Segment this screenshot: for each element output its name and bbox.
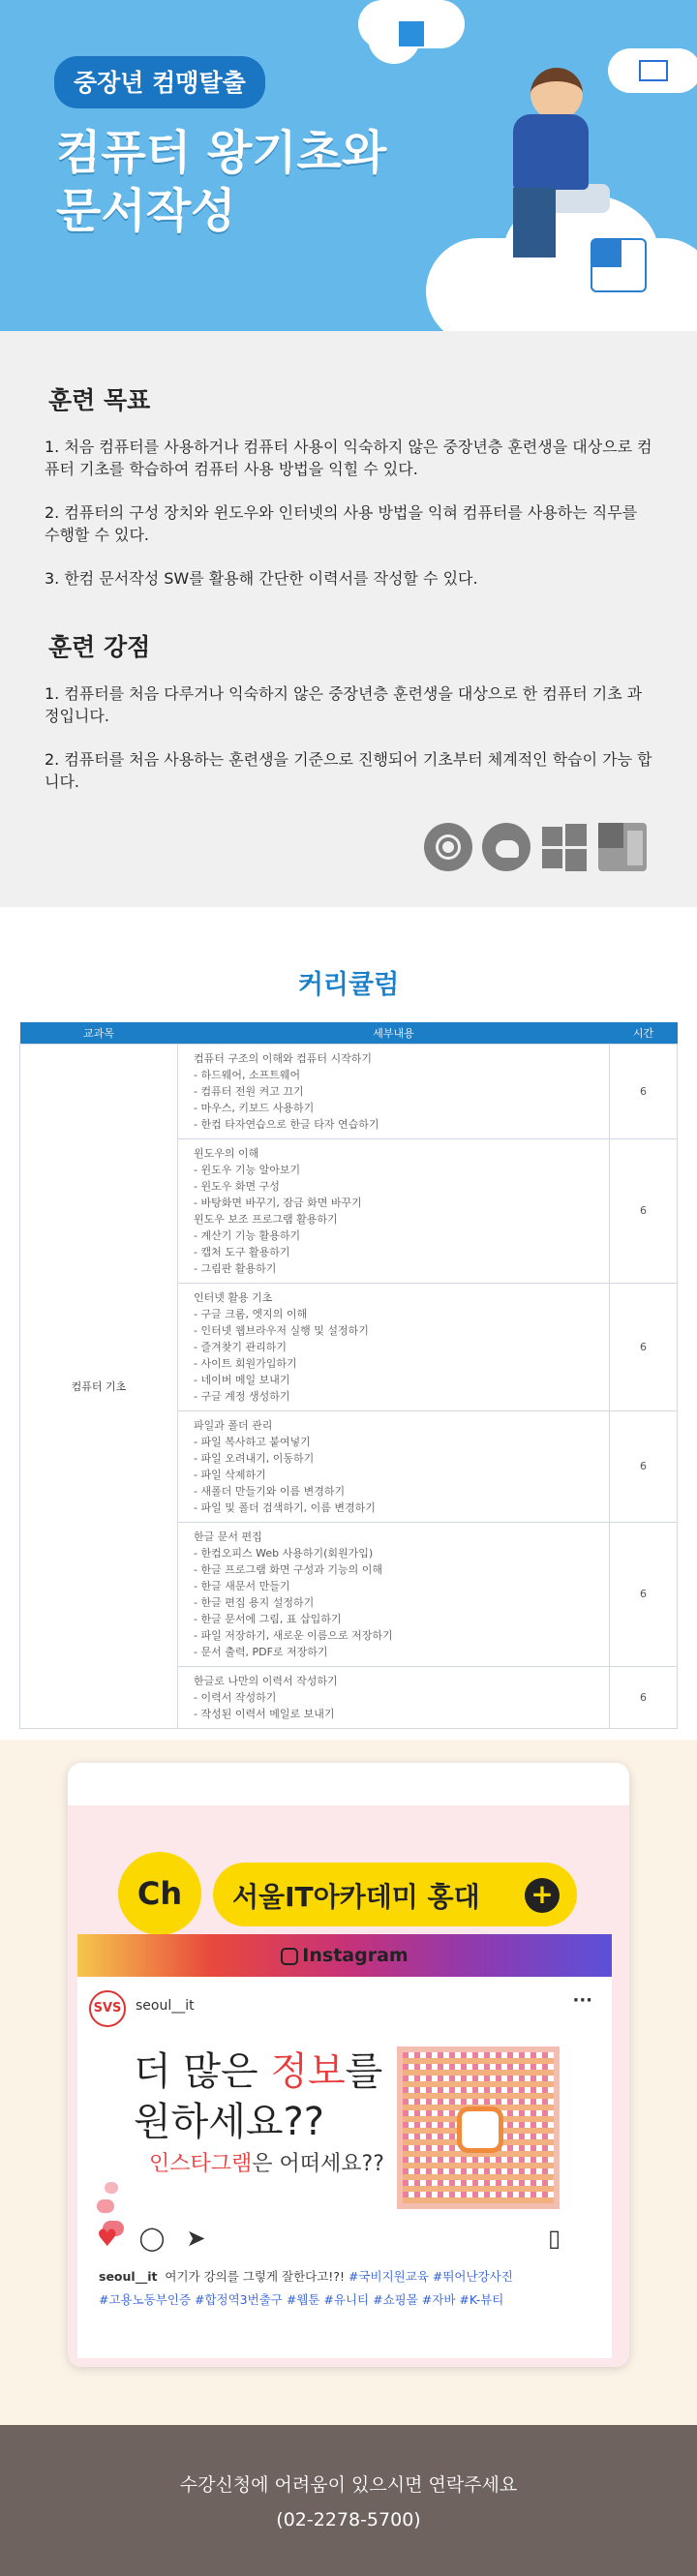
hours-cell: 6: [610, 1044, 678, 1138]
content-line: - 바탕화면 바꾸기, 잠금 화면 바꾸기: [194, 1196, 362, 1209]
content-line: - 한글 프로그램 화면 구성과 기능의 이해: [194, 1562, 382, 1576]
kakao-channel-logo[interactable]: Ch: [118, 1852, 201, 1935]
windows-icon: [399, 21, 424, 46]
content-line: - 구글 크롬, 엣지의 이해: [194, 1307, 308, 1320]
content-line: - 파일 삭제하기: [194, 1468, 266, 1481]
content-cell: [178, 1666, 610, 1728]
content-line: - 한글 새문서 만들기: [194, 1579, 290, 1592]
hours-cell: 6: [610, 1666, 678, 1728]
person-legs: [513, 188, 556, 258]
strength-item: 1. 컴퓨터를 처음 다루거나 익숙하지 않은 중장년층 훈련생을 대상으로 한 컴퓨터 기초 과정입니다.: [45, 684, 643, 725]
content-cell: [178, 1522, 610, 1666]
curriculum-body: [20, 1044, 678, 1728]
content-line: - 이력서 작성하기: [194, 1690, 277, 1704]
content-line: - 컴퓨터 전원 켜고 끄기: [194, 1084, 304, 1098]
more-options-icon[interactable]: ···: [572, 1990, 592, 2011]
header-hours: 시간: [610, 1022, 678, 1044]
hero-banner: [0, 0, 697, 331]
curriculum-table: [19, 1022, 678, 1729]
page-title-line1: 컴퓨터 왕기초와: [56, 126, 387, 180]
goal-item: 2. 컴퓨터의 구성 장치와 윈도우와 인터넷의 사용 방법을 익혀 컴퓨터를 사용하는 직무를 수행할 수 있다.: [45, 503, 638, 544]
post-headline: [134, 2046, 382, 2147]
page-title-line2: 문서작성: [56, 184, 236, 238]
curriculum-section: [0, 907, 697, 1740]
content-line: - 한컴오피스 Web 사용하기(회원가입): [194, 1546, 374, 1560]
content-line: - 계산기 기능 활용하기: [194, 1228, 301, 1242]
content-line: - 구글 계정 생성하기: [194, 1389, 290, 1403]
goal-item: 1. 처음 컴퓨터를 사용하거나 컴퓨터 사용이 익숙하지 않은 중장년층 훈련생을 대상으로 컴퓨터 기초를 학습하여 컴퓨터 사용 방법을 익힐 수 있다.: [45, 438, 652, 478]
content-line: - 파일 오려내기, 이동하기: [194, 1451, 315, 1465]
content-line: 윈도우의 이해: [194, 1146, 259, 1160]
hours-cell: 6: [610, 1138, 678, 1283]
content-line: 윈도우 보조 프로그램 활용하기: [194, 1212, 338, 1226]
hashtags[interactable]: #고용노동부인증 #합정역3번출구 #웹툰 #유니티 #쇼핑몰 #자바 #K-뷰티: [99, 2292, 504, 2307]
headline-text: 를: [345, 2049, 383, 2094]
person-body: [513, 114, 589, 190]
comment-icon[interactable]: ◯: [138, 2225, 166, 2252]
contact-text: 수강신청에 어려움이 있으시면 연락주세요: [179, 2474, 518, 2496]
content-line: - 즐겨찾기 관리하기: [194, 1340, 287, 1353]
curriculum-title: 커리큘럼: [297, 970, 400, 1000]
content-line: - 한글 편집 용지 설정하기: [194, 1595, 315, 1609]
content-line: - 파일 복사하고 붙여넣기: [194, 1435, 311, 1448]
content-line: - 캡처 도구 활용하기: [194, 1245, 290, 1258]
goal-item: 3. 한컴 문서작성 SW를 활용해 간단한 이력서를 작성할 수 있다.: [45, 569, 478, 588]
content-line: - 파일 및 폴더 검색하기, 이름 변경하기: [194, 1500, 376, 1514]
edge-icon: [482, 823, 530, 871]
promo-card: [68, 1763, 629, 2367]
instagram-icon: [281, 1948, 298, 1965]
contact-footer: [0, 2425, 697, 2576]
kakao-channel-button[interactable]: [213, 1863, 577, 1926]
subject-cell: 컴퓨터 기초: [20, 1044, 178, 1728]
heart-icon[interactable]: ♥: [97, 2225, 118, 2252]
headline-text: 더 많은: [134, 2049, 271, 2094]
content-line: 한글로 나만의 이력서 작성하기: [194, 1674, 338, 1687]
subheadline-text: 은 어떠세요??: [252, 2152, 384, 2176]
subheadline-highlight: 인스타그램: [149, 2152, 253, 2176]
content-line: - 작성된 이력서 메일로 보내기: [194, 1707, 335, 1720]
course-category-badge: 중장년 컴맹탈출: [54, 56, 265, 108]
content-line: 한글 문서 편집: [194, 1530, 262, 1543]
training-info-section: [0, 331, 697, 907]
content-cell: [178, 1044, 610, 1138]
table-row: [20, 1044, 678, 1138]
content-line: - 인터넷 웹브라우저 실행 및 설정하기: [194, 1323, 369, 1337]
share-icon[interactable]: ➤: [186, 2225, 206, 2252]
post-caption: [99, 2265, 602, 2312]
content-line: - 한컴 타자연습으로 한글 타자 연습하기: [194, 1117, 379, 1131]
content-cell: [178, 1138, 610, 1283]
strength-item: 2. 컴퓨터를 처음 사용하는 훈련생을 기준으로 진행되어 기초부터 체계적인 학습이 가능 합니다.: [45, 750, 652, 791]
content-line: - 한글 문서에 그림, 표 삽입하기: [194, 1612, 342, 1625]
hancom-icon-mark: [592, 240, 621, 267]
promo-section: [0, 1740, 697, 2425]
content-line: - 새폴더 만들기와 이름 변경하기: [194, 1484, 346, 1498]
channel-name: 서울IT아카데미 홍대: [232, 1881, 480, 1913]
hours-cell: 6: [610, 1522, 678, 1666]
hancom-icon: [598, 823, 647, 871]
content-line: 컴퓨터 구조의 이해와 컴퓨터 시작하기: [194, 1051, 373, 1065]
app-icon-row: [424, 823, 647, 871]
avatar[interactable]: SVS: [89, 1990, 126, 2027]
content-line: - 파일 저장하기, 새로운 이름으로 저장하기: [194, 1628, 393, 1642]
caption-text: 여기가 강의를 그렇게 잘한다고!?!: [165, 2269, 345, 2284]
instagram-label: Instagram: [302, 1945, 409, 1966]
instagram-bar: [77, 1934, 612, 1977]
content-line: - 네이버 메일 보내기: [194, 1373, 290, 1386]
content-line: - 사이트 회원가입하기: [194, 1356, 297, 1370]
windows-icon: [540, 823, 589, 871]
header-subject: 교과목: [20, 1022, 178, 1044]
header-content: 세부내용: [178, 1022, 610, 1044]
headline-line2: 원하세요??: [134, 2100, 325, 2144]
contact-phone[interactable]: (02-2278-5700): [276, 2509, 421, 2531]
instagram-post: [77, 1977, 612, 2358]
chrome-icon: [424, 823, 472, 871]
headline-highlight: 정보: [270, 2049, 346, 2094]
bookmark-icon[interactable]: ▯: [548, 2225, 561, 2252]
goals-heading: 훈련 목표: [48, 386, 151, 414]
hours-cell: 6: [610, 1410, 678, 1522]
content-line: - 문서 출력, PDF로 저장하기: [194, 1645, 328, 1658]
post-subheadline: [149, 2147, 384, 2177]
hashtags[interactable]: #국비지원교육 #뛰어난강사진: [348, 2269, 513, 2284]
content-cell: [178, 1283, 610, 1410]
person-head: [530, 68, 583, 120]
mail-icon: [639, 60, 668, 81]
page-title: [56, 124, 386, 240]
caption-username[interactable]: seoul__it: [99, 2269, 158, 2284]
content-line: - 윈도우 화면 구성: [194, 1179, 280, 1193]
table-header-row: [20, 1022, 678, 1044]
strengths-heading: 훈련 강점: [48, 633, 151, 661]
content-line: - 마우스, 키보드 사용하기: [194, 1101, 315, 1114]
plus-icon: +: [525, 1878, 560, 1913]
hours-cell: 6: [610, 1283, 678, 1410]
post-username[interactable]: seoul__it: [136, 1998, 195, 2014]
post-actions: [97, 2225, 561, 2252]
content-line: 인터넷 활용 기초: [194, 1290, 273, 1304]
content-line: - 윈도우 기능 알아보기: [194, 1163, 301, 1176]
content-line: - 그림판 활용하기: [194, 1261, 277, 1275]
content-line: 파일과 폴더 관리: [194, 1418, 273, 1432]
content-cell: [178, 1410, 610, 1522]
content-line: - 하드웨어, 소프트웨어: [194, 1068, 301, 1081]
instagram-icon: [457, 2106, 503, 2153]
